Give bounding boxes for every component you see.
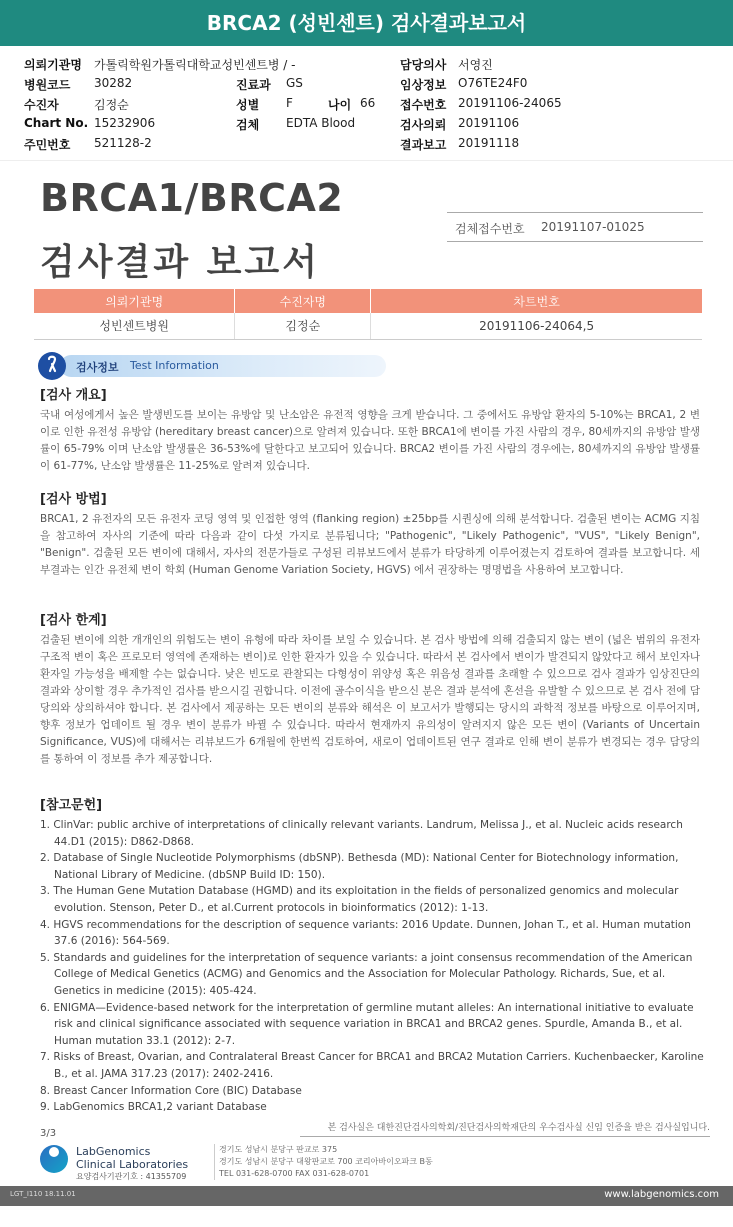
section-body: 국내 여성에게서 높은 발생빈도를 보이는 유방암 및 난소암은 유전적 영향을 크게 받습니다. 그 중에서도 유방암 환자의 5-10%는 BRCA1, 2 변이로 인한 유전성 유방암 (hereditary breast cancer)으로 알려져 있습니다. 또한 BRCA1에 변이를 가진 사람의 경우, 80세까지의 유방암 발생률이 65-79% 이며 난소암 발생률은 36-53%에 달한다고 보고되어 있습니다. BRCA2 변이를 가진 사람의 경우에는, 80세까지의 유방암 발생률이 61-77%, 난소암 발생률은 11-25%로 알려져 있습니다. xyxy=(40,409,700,472)
divider xyxy=(0,160,733,161)
reference-item: 1. ClinVar: public archive of interpretations of clinically relevant variants. Landrum, Melissa J., et al. Nucleic acids research 44.D1 (2015): D862-D868. xyxy=(40,819,683,848)
meta-value: 521128-2 xyxy=(94,136,152,150)
table-header-row xyxy=(34,289,702,313)
section-body: 검출된 변이에 의한 개개인의 위험도는 변이 유형에 따라 차이를 보일 수 있습니다. 본 검사 방법에 의해 검출되지 않는 변이 (넓은 범위의 유전자 구조적 변이 혹은 프로모터 영역에 존재하는 변이)로 인한 환자가 있을 수 있습니다. 따라서 본 검사에서 변이가 발견되지 않았다고 해서 보인자나 환자일 가능성을 배제할 수는 없습니다. 낮은 빈도로 관찰되는 다형성이 위양성 혹은 위음성 결과를 초래할 수 있으므로 검사 결과가 임상진단의 결과와 상이할 경우 추가적인 검사를 받으시길 권합니다. 이전에 골수이식을 받으신 분은 결과 분석에 혼선을 유발할 수 있으므로 본 검사 전에 담당의와 상의하셔야 합니다. 본 검사에서 제공하는 모든 변이의 분류와 해석은 이 보고서가 발행되는 당시의 과학적 정보를 바탕으로 이루어지며, 향후 정보가 업데이트 될 경우 변이 분류가 바뀔 수 있습니다. 따라서 현재까지 유의성이 알려지지 않은 모든 변이 (Variants of Uncertain Significance, VUS)에 대해서는 리뷰보드가 6개월에 한번씩 검토하여, 새로이 업데이트된 연구 결과로 인해 변이 분류가 변경되는 경우 담당의를 통하여 이 정보를 추가 제공합니다. xyxy=(40,634,700,765)
column-header: 차트번호 xyxy=(371,289,702,313)
ribbon-icon xyxy=(38,352,66,380)
references-title: [참고문헌] xyxy=(40,798,103,813)
section-title: [검사 한계] xyxy=(40,613,107,628)
footer-bar xyxy=(0,1186,733,1206)
accession-value: 20191107-01025 xyxy=(541,220,645,234)
meta-label: 성별 xyxy=(236,98,260,112)
website-link[interactable]: www.labgenomics.com xyxy=(604,1189,719,1200)
meta-label: 주민번호 xyxy=(24,138,71,152)
meta-value: O76TE24F0 xyxy=(458,76,528,90)
meta-value: 20191106-24065 xyxy=(458,96,562,110)
reference-item: 5. Standards and guidelines for the interpretation of sequence variants: a joint consensus recommendation of the American College of Medical Genetics (ACMG) and Genomics and the Association for Molecular Pathology. Richards, Sue, et al. Genetics in medicine (2015): 405-424. xyxy=(40,951,693,997)
table-cell: 20191106-24064,5 xyxy=(371,313,702,339)
form-code: LGT_I110 18.11.01 xyxy=(10,1190,76,1198)
column-header: 의뢰기관명 xyxy=(34,289,235,313)
address-block xyxy=(214,1144,433,1180)
table-row xyxy=(34,313,702,339)
table-cell: 김정순 xyxy=(235,313,371,339)
meta-label: 병원코드 xyxy=(24,78,71,92)
section-title: [검사 방법] xyxy=(40,492,107,507)
report-heading-title: 검사결과 보고서 xyxy=(40,242,320,283)
meta-value: 가톨릭학원가톨릭대학교성빈센트병 / - xyxy=(94,58,296,72)
meta-value: EDTA Blood xyxy=(286,116,356,130)
meta-label: Chart No. xyxy=(24,116,89,130)
section-overview xyxy=(40,384,700,475)
logo-mark-icon xyxy=(40,1145,68,1173)
address-line: 경기도 성남시 분당구 판교로 375 xyxy=(219,1145,338,1154)
reference-item: 8. Breast Cancer Information Core (BIC) Database xyxy=(40,1084,302,1097)
meta-value: 서영진 xyxy=(458,58,493,72)
meta-value: GS xyxy=(286,76,303,90)
accession-box xyxy=(447,212,703,242)
section-body: BRCA1, 2 유전자의 모든 유전자 코딩 영역 및 인접한 영역 (flanking region) ±25bp를 시퀀싱에 의해 분석합니다. 검출된 변이는 ACMG 지침을 참고하여 자사의 기준에 따라 다음과 같이 다섯 가지로 분류됩니다; "Pathogenic", "Likely Pathogenic", "VUS", "Likely Benign", "Benign". 검출된 모든 변이에 대해서, 자사의 전문가들로 구성된 리뷰보드에서 분류가 타당하게 이루어졌는지 검토하여 결과를 보고합니다. 세부결과는 인간 유전체 변이 학회 (Human Genome Variation Society, HGVS) 에서 권장하는 명명법을 사용하여 보고합니다. xyxy=(40,513,700,576)
meta-value: 15232906 xyxy=(94,116,156,130)
report-heading-gene: BRCA1/BRCA2 xyxy=(40,176,344,220)
reference-item: 4. HGVS recommendations for the description of sequence variants: 2016 Update. Dunnen, Johan T., et al. Human mutation 37.6 (2016): 564-569. xyxy=(40,918,691,948)
contact-line: TEL 031-628-0700 FAX 031-628-0701 xyxy=(219,1169,370,1178)
test-info-label-en: Test Information xyxy=(130,359,219,372)
reference-item: 9. LabGenomics BRCA1,2 variant Database xyxy=(40,1101,267,1114)
scanned-report-page xyxy=(0,166,733,1227)
reference-item: 2. Database of Single Nucleotide Polymorphisms (dbSNP). Bethesda (MD): National Center for Biotechnology information, National Library of Medicine. (dbSNP Build ID: 150). xyxy=(40,852,679,881)
meta-label: 나이 xyxy=(328,98,352,112)
meta-value: 김정순 xyxy=(94,98,129,112)
meta-label: 수진자 xyxy=(24,98,59,112)
address-line: 경기도 성남시 분당구 대왕판교로 700 코리아바이오파크 B동 xyxy=(219,1157,433,1166)
meta-label: 임상정보 xyxy=(400,78,447,92)
meta-value: 30282 xyxy=(94,76,133,90)
section-limitations xyxy=(40,609,700,768)
report-title: BRCA2 (성빈센트) 검사결과보고서 xyxy=(206,11,527,35)
meta-label: 의뢰기관명 xyxy=(24,58,82,72)
meta-value: 20191106 xyxy=(458,116,520,130)
reference-item: 3. The Human Gene Mutation Database (HGMD) and its exploitation in the fields of personalized genomics and molecular evolution. Stenson, Peter D., et al.Current protocols in bioinformatics (2012): 1-13. xyxy=(40,885,679,914)
column-header: 수진자명 xyxy=(235,289,371,313)
section-title: [검사 개요] xyxy=(40,388,107,403)
section-method xyxy=(40,488,700,579)
accession-label: 검체접수번호 xyxy=(455,222,525,236)
logo-subname: Clinical Laboratories xyxy=(76,1158,189,1171)
meta-label: 진료과 xyxy=(236,78,271,92)
meta-label: 접수번호 xyxy=(400,98,447,112)
logo-name: LabGenomics xyxy=(76,1145,151,1158)
references xyxy=(40,794,710,1116)
reference-item: 7. Risks of Breast, Ovarian, and Contralateral Breast Cancer for BRCA1 and BRCA2 Mutation Carriers. Kuchenbaecker, Karoline B., et al. JAMA 317.23 (2017): 2402-2416. xyxy=(40,1051,704,1080)
report-header-bar xyxy=(0,0,733,46)
certification-note: 본 검사실은 대한진단검사의학회/진단검사의학재단의 우수검사실 신임 인증을 받은 검사실입니다. xyxy=(300,1120,710,1137)
meta-label: 검사의뢰 xyxy=(400,118,447,132)
reference-item: 6. ENIGMA—Evidence-based network for the interpretation of germline mutant alleles: An international initiative to evaluate risk and clinical significance associated with sequence variation in BRCA1 and BRCA2 genes. Spurdle, Amanda B., et al. Human mutation 33.1 (2012): 2-7. xyxy=(40,1001,694,1047)
meta-value: F xyxy=(286,96,293,110)
meta-label: 담당의사 xyxy=(400,58,447,72)
patient-info-table xyxy=(34,289,702,340)
test-info-label: 검사정보 xyxy=(76,361,119,374)
labgenomics-logo xyxy=(40,1141,210,1185)
meta-value: 20191118 xyxy=(458,136,520,150)
meta-value: 66 xyxy=(360,96,376,110)
institution-code: 요양검사기관기호 : 41355709 xyxy=(76,1172,187,1181)
meta-label: 결과보고 xyxy=(400,138,447,152)
reference-list xyxy=(40,817,710,1116)
page-number: 3/3 xyxy=(40,1128,57,1139)
table-cell: 성빈센트병원 xyxy=(34,313,235,339)
meta-label: 검체 xyxy=(236,118,260,132)
test-info-banner xyxy=(38,352,386,380)
